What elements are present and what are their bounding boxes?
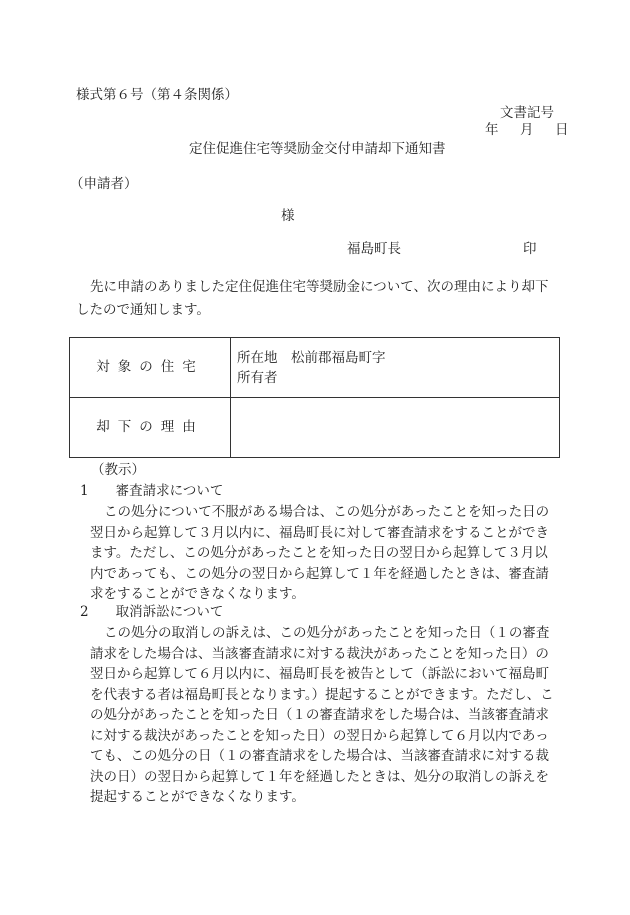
- intro-paragraph: 先に申請のありました定住促進住宅等奨励金について、次の理由により却下したので通知します。: [76, 279, 549, 318]
- target-housing-label: 対象の住宅: [70, 338, 231, 398]
- form-number: 様式第６号（第４条関係）: [76, 87, 238, 103]
- page-title: 定住促進住宅等奨励金交付申請却下通知書: [189, 141, 446, 157]
- location-field: 所在地 松前郡福島町字: [237, 349, 386, 366]
- target-housing-value: [231, 338, 560, 398]
- table-row: [70, 398, 560, 458]
- notice-item1-body: この処分について不服がある場合は、この処分があったことを知った日の翌日から起算して３月以内に、福島町長に対して審査請求をすることができます。ただし、この処分があったことを知った日の翌日から起算して３月以内であっても、この処分の翌日から起算して１年を経過したときは、審査請求をすることができなくなります。: [90, 504, 550, 602]
- owner-field: 所有者: [237, 369, 278, 386]
- target-table: [69, 337, 560, 458]
- notice-item2-heading: 2 取消訴訟について: [80, 604, 224, 620]
- table-row: [70, 338, 560, 398]
- rejection-reason-value: [231, 398, 560, 458]
- applicant-label: （申請者）: [70, 176, 138, 192]
- issuer-name: 福島町長: [347, 241, 401, 257]
- date-line: 年 月 日: [485, 122, 573, 138]
- applicant-honorific: 様: [281, 208, 295, 224]
- notice-item1-heading: 1 審査請求について: [80, 483, 224, 499]
- rejection-reason-label: 却下の理由: [70, 398, 231, 458]
- notice-label: （教示）: [91, 462, 145, 478]
- seal-mark: 印: [523, 241, 537, 257]
- notice-item2-body: この処分の取消しの訴えは、この処分があったことを知った日（１の審査請求をした場合は、当該審査請求に対する裁決があったことを知った日）の翌日から起算して６月以内に、福島町長を被告として（訴訟において福島町を代表する者は福島町長となります。）提起することができます。ただし、この処分があったことを知った日（１の審査請求をした場合は、当該審査請求に対する裁決があったことを知った日）の翌日から起算して６月以内であっても、この処分の日（１の審査請求をした場合は、当該審査請求に対する裁決の日）の翌日から起算して１年を経過したときは、処分の取消しの訴えを提起することができなくなります。: [90, 625, 554, 805]
- document-number: 文書記号: [500, 105, 554, 121]
